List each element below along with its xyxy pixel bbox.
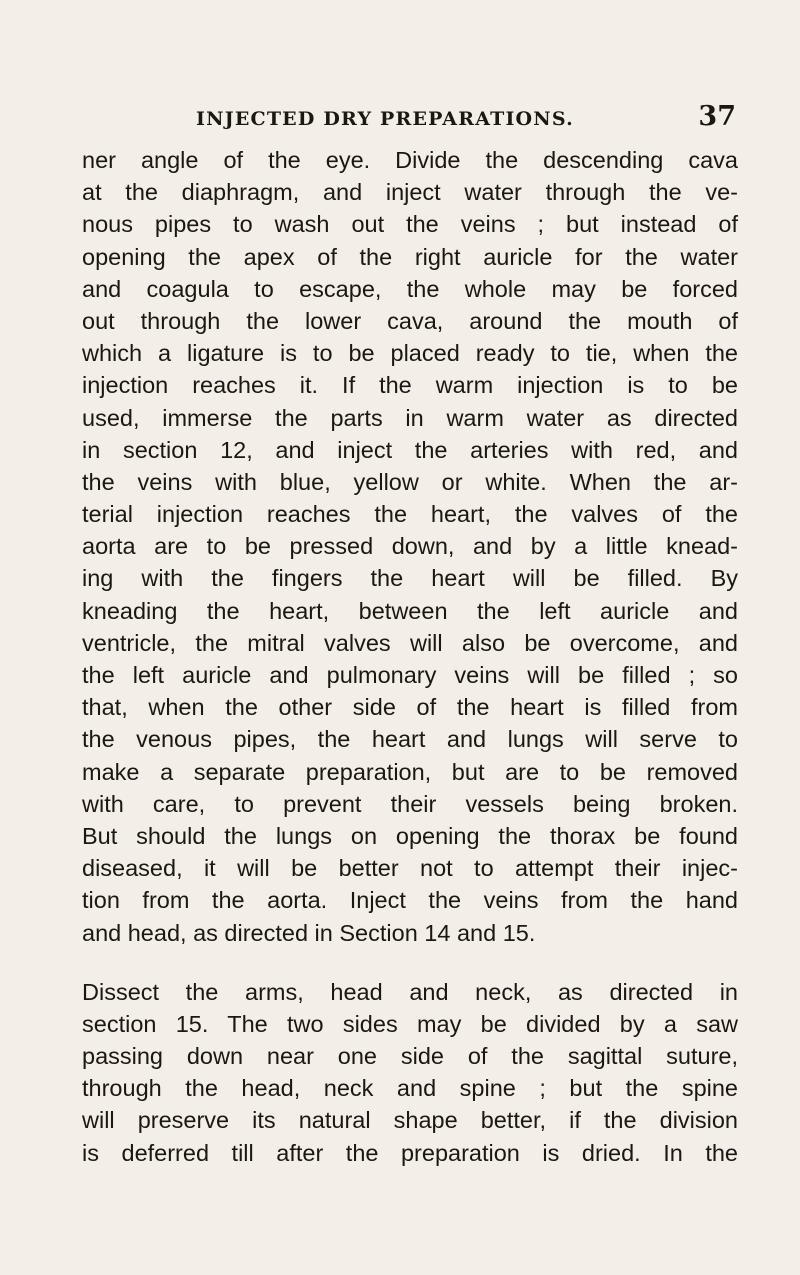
text-line: will preserve its natural shape better, if the division <box>82 1107 738 1134</box>
text-line: the veins with blue, yellow or white. When the ar- <box>82 468 738 495</box>
text-line: ing with the fingers the heart will be filled. By <box>82 565 738 592</box>
paragraph-1 <box>82 144 738 949</box>
body-text <box>82 144 738 1169</box>
text-line: with care, to prevent their vessels being broken. <box>82 790 738 817</box>
page-number: 37 <box>698 101 736 132</box>
text-line: at the diaphragm, and inject water through the ve- <box>82 179 738 206</box>
text-line: in section 12, and inject the arteries with red, and <box>82 436 738 463</box>
text-line: ner angle of the eye. Divide the descending cava <box>82 147 738 173</box>
text-line: kneading the heart, between the left auricle and <box>82 597 738 624</box>
text-line: ventricle, the mitral valves will also be overcome, and <box>82 629 738 656</box>
text-line: make a separate preparation, but are to be removed <box>82 758 738 785</box>
text-line: opening the apex of the right auricle for the water <box>82 243 738 270</box>
paragraph-2 <box>82 976 738 1169</box>
text-line: nous pipes to wash out the veins ; but instead of <box>82 211 738 238</box>
text-line: through the head, neck and spine ; but the spine <box>82 1075 738 1102</box>
text-line: which a ligature is to be placed ready to tie, when the <box>82 340 738 367</box>
text-line: is deferred till after the preparation is dried. In the <box>82 1139 738 1166</box>
text-line: the venous pipes, the heart and lungs will serve to <box>82 726 738 753</box>
text-line: section 15. The two sides may be divided by a saw <box>82 1010 738 1037</box>
text-line: tion from the aorta. Inject the veins from the hand <box>82 887 738 914</box>
text-line: and coagula to escape, the whole may be forced <box>82 275 738 302</box>
text-line: Dissect the arms, head and neck, as directed in <box>82 978 738 1005</box>
text-line: used, immerse the parts in warm water as directed <box>82 404 738 431</box>
text-line: diseased, it will be better not to attempt their injec- <box>82 855 738 882</box>
text-line: passing down near one side of the sagittal suture, <box>82 1043 738 1070</box>
running-title: INJECTED DRY PREPARATIONS. <box>196 108 574 130</box>
text-line: the left auricle and pulmonary veins will be filled ; so <box>82 662 738 688</box>
text-line: and head, as directed in Section 14 and 15. <box>82 919 536 946</box>
text-line: that, when the other side of the heart is filled from <box>82 694 738 721</box>
text-line: injection reaches it. If the warm injection is to be <box>82 372 738 399</box>
text-line: But should the lungs on opening the thorax be found <box>82 822 738 849</box>
text-line: out through the lower cava, around the mouth of <box>82 307 738 334</box>
text-line: aorta are to be pressed down, and by a little knead- <box>82 533 738 560</box>
text-line: terial injection reaches the heart, the valves of the <box>82 501 738 528</box>
running-head <box>196 101 736 134</box>
